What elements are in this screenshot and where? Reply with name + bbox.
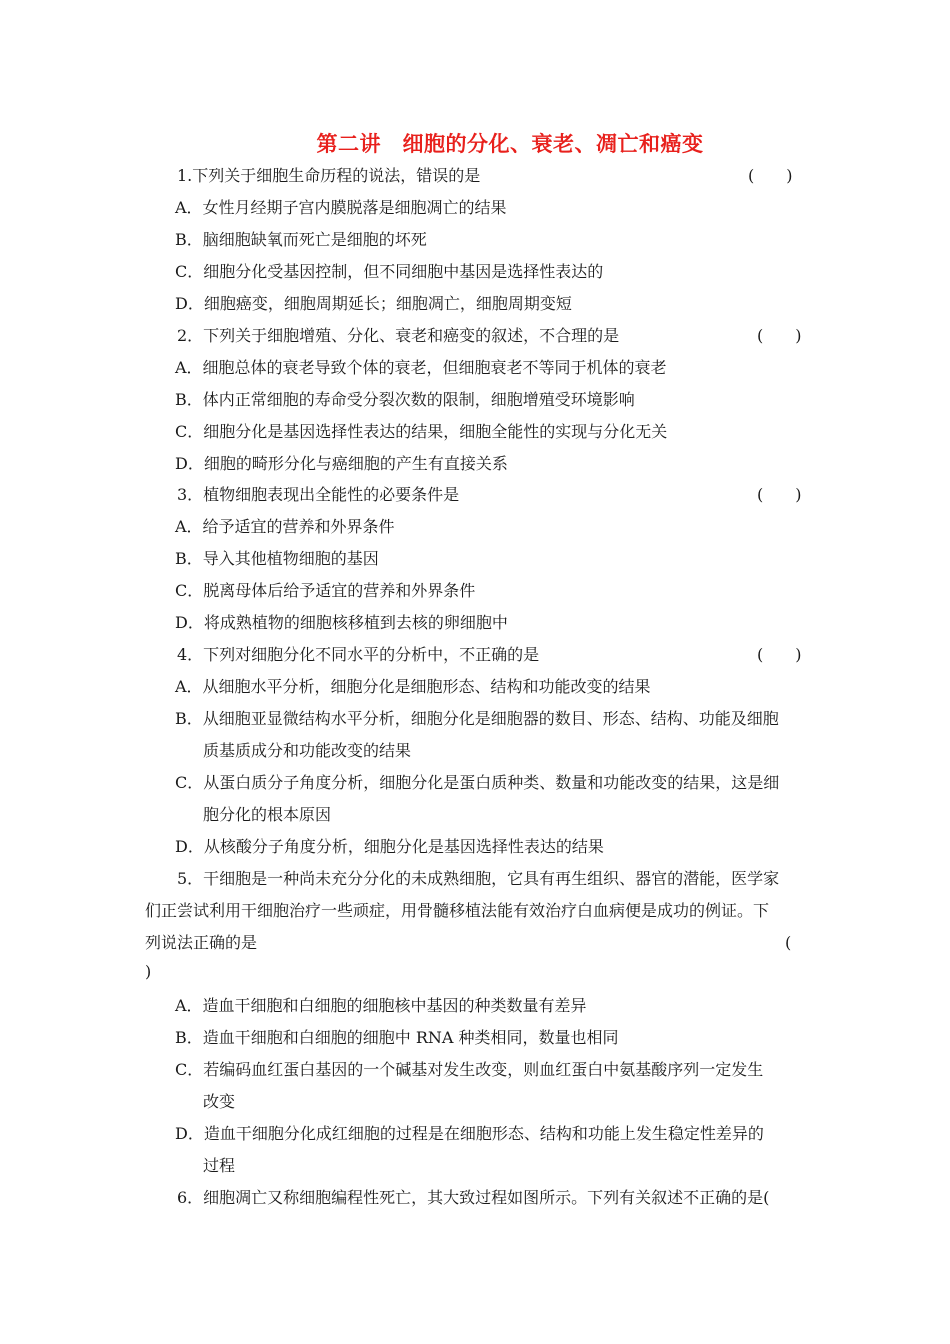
question-4-option-b-line1: B．从细胞亚显微结构水平分析，细胞分化是细胞器的数目、形态、结构、功能及细胞 <box>175 709 779 728</box>
question-6-stem: 6．细胞凋亡又称细胞编程性死亡，其大致过程如图所示。下列有关叙述不正确的是( <box>177 1188 770 1207</box>
question-2-option-a: A．细胞总体的衰老导致个体的衰老，但细胞衰老不等同于机体的衰老 <box>175 358 667 377</box>
question-1-option-a: A．女性月经期子宫内膜脱落是细胞凋亡的结果 <box>175 198 507 217</box>
question-4-answer-bracket: ( ) <box>757 645 802 664</box>
question-1-stem: 1.下列关于细胞生命历程的说法，错误的是 <box>177 166 481 185</box>
question-5-option-b: B．造血干细胞和白细胞的细胞中 RNA 种类相同，数量也相同 <box>175 1028 619 1047</box>
question-1-answer-bracket: ( ) <box>748 166 793 185</box>
question-4-option-d: D．从核酸分子角度分析，细胞分化是基因选择性表达的结果 <box>175 837 604 856</box>
question-2-stem: 2．下列关于细胞增殖、分化、衰老和癌变的叙述，不合理的是 <box>177 326 620 345</box>
question-5-stem-line3: 列说法正确的是 <box>145 933 258 952</box>
question-3-option-c: C．脱离母体后给予适宜的营养和外界条件 <box>175 581 476 600</box>
question-3-option-b: B．导入其他植物细胞的基因 <box>175 549 379 568</box>
question-5-option-d-line1: D．造血干细胞分化成红细胞的过程是在细胞形态、结构和功能上发生稳定性差异的 <box>175 1124 764 1143</box>
question-2-option-b: B．体内正常细胞的寿命受分裂次数的限制，细胞增殖受环境影响 <box>175 390 635 409</box>
question-2-option-c: C．细胞分化是基因选择性表达的结果，细胞全能性的实现与分化无关 <box>175 422 668 441</box>
question-5-option-c-line2: 改变 <box>203 1092 236 1111</box>
page-title: 第二讲 细胞的分化、衰老、凋亡和癌变 <box>316 132 704 156</box>
question-5-option-a: A．造血干细胞和白细胞的细胞核中基因的种类数量有差异 <box>175 996 587 1015</box>
question-5-stem-line1: 5．干细胞是一种尚未充分分化的未成熟细胞，它具有再生组织、器官的潜能，医学家 <box>177 869 780 888</box>
question-4-stem: 4．下列对细胞分化不同水平的分析中，不正确的是 <box>177 645 540 664</box>
question-5-bracket-open: ( <box>785 933 792 952</box>
question-5-option-d-line2: 过程 <box>203 1156 236 1175</box>
question-2-option-d: D．细胞的畸形分化与癌细胞的产生有直接关系 <box>175 454 508 473</box>
question-5-option-c-line1: C．若编码血红蛋白基因的一个碱基对发生改变，则血红蛋白中氨基酸序列一定发生 <box>175 1060 764 1079</box>
question-1-option-d: D．细胞癌变，细胞周期延长；细胞凋亡，细胞周期变短 <box>175 294 572 313</box>
question-1-option-b: B．脑细胞缺氧而死亡是细胞的坏死 <box>175 230 427 249</box>
question-1-option-c: C．细胞分化受基因控制，但不同细胞中基因是选择性表达的 <box>175 262 604 281</box>
question-4-option-c-line1: C．从蛋白质分子角度分析，细胞分化是蛋白质种类、数量和功能改变的结果，这是细 <box>175 773 780 792</box>
question-4-option-c-line2: 胞分化的根本原因 <box>203 805 332 824</box>
question-5-stem-line2: 们正尝试利用干细胞治疗一些顽症，用骨髓移植法能有效治疗白血病便是成功的例证。下 <box>145 901 770 920</box>
question-4-option-a: A．从细胞水平分析，细胞分化是细胞形态、结构和功能改变的结果 <box>175 677 651 696</box>
question-2-answer-bracket: ( ) <box>757 326 802 345</box>
question-4-option-b-line2: 质基质成分和功能改变的结果 <box>203 741 412 760</box>
question-3-option-d: D．将成熟植物的细胞核移植到去核的卵细胞中 <box>175 613 508 632</box>
question-3-option-a: A．给予适宜的营养和外界条件 <box>175 517 395 536</box>
question-3-answer-bracket: ( ) <box>757 485 802 504</box>
question-3-stem: 3．植物细胞表现出全能性的必要条件是 <box>177 485 460 504</box>
question-5-bracket-close: ) <box>145 962 152 981</box>
